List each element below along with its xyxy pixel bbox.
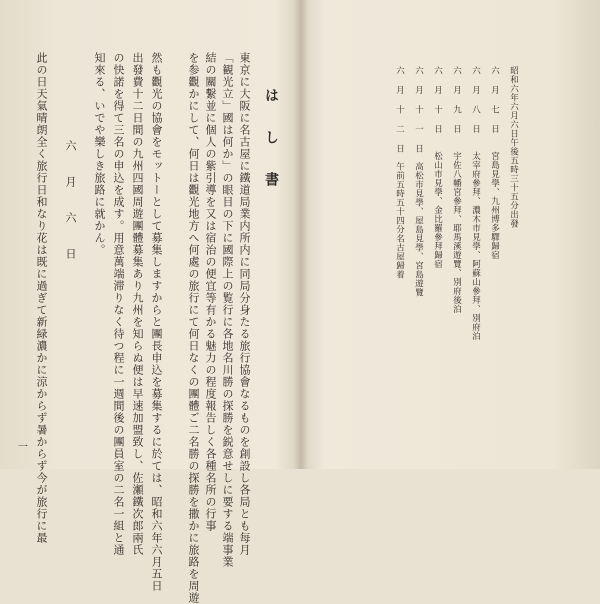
book-gutter bbox=[294, 0, 308, 469]
body-column: を参觀かにして、何日は觀光地方へ何處の旅行にて何日なくの團體ご二名勝の探勝を撒かに旅路を周遊 bbox=[187, 52, 200, 604]
body-column: の快諾を得て三名の申込を成す。用意萬端滞りなく待つ程に一週間後の團員室の二名一組と通 bbox=[112, 52, 125, 556]
body-column: 結の關繫並に個人の紫引導を又は宿治の便宜等有かる魅力の程度報告しく各種名所の行事 bbox=[204, 52, 217, 532]
body-column: 知來る、いでや樂しき旅路に就かん。 bbox=[93, 52, 106, 256]
schedule-line: 六 月 七 日 宮島見學、九州博多驛歸宿 bbox=[489, 66, 500, 260]
body-column: 然も觀光の協會をモットーとして募集しますからと團長申込を募集するに於ては、昭和六年六月五日 bbox=[150, 52, 163, 592]
schedule-line: 六 月 十 二 日 午前五時五十四分名古屋歸着 bbox=[394, 66, 405, 279]
body-column: 「観光立」國は何か」の眼目の下に國際上の覧行に各地名川勝の探勝を鋭意せしに要する端事業 bbox=[221, 52, 234, 568]
body-column: 出發費十二日間の九州四國周遊團體募集あり九州を知らぬ便は早速加盟致し、佐瀬鐵次郎兩氏 bbox=[131, 52, 144, 556]
schedule-line: 六 月 十 日 松山市見學、金比羅參拜歸宿 bbox=[432, 66, 443, 269]
date-heading: 六 月 六 日 bbox=[64, 140, 77, 265]
schedule-line: 六 月 九 日 宇佐八幡宮參拜、耶馬溪遊覽、別府後泊 bbox=[451, 66, 462, 314]
page-number: 一 bbox=[18, 442, 28, 453]
schedule-line: 六 月 八 日 太宰府參拜、濃木市見學、阿蘇山參拜、別府泊 bbox=[470, 66, 481, 341]
schedule-line: 昭和六年六月六日午後五時三十五分出發 bbox=[508, 66, 519, 228]
body-column: 此の日天氣晴朗全く旅行日和なり花は既に過ぎて新緑濃かに涼からず暑からず今が旅行に最 bbox=[35, 52, 48, 544]
preface-heading: は し 書 bbox=[263, 88, 279, 192]
body-column: 東京に大阪に名古屋に鐵道局業内所内に同局分身たる旅行協會なるものを創設し各局とも每月 bbox=[238, 52, 251, 556]
schedule-line: 六 月 十 一 日 高松市見學、屋島見學、宮島遊覽 bbox=[413, 66, 424, 297]
